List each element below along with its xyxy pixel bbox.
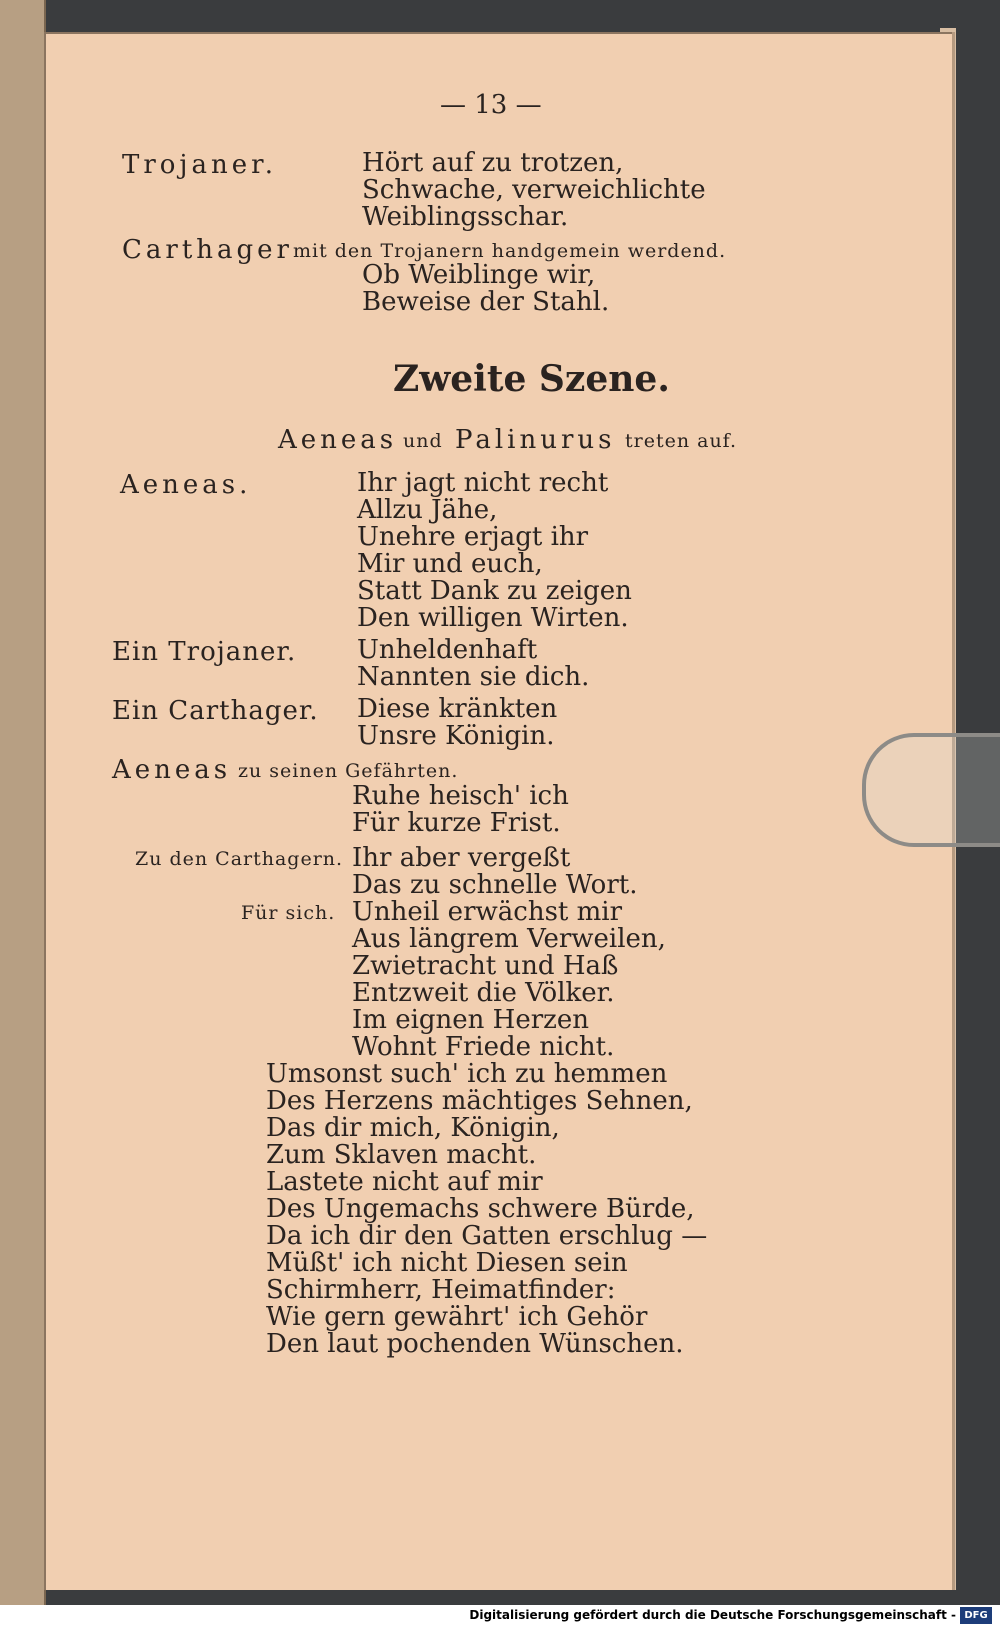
verse-line: Wie gern gewährt' ich Gehör xyxy=(266,1302,648,1332)
verse-line: Ruhe heisch' ich xyxy=(352,781,569,811)
verse-line: Unheldenhaft xyxy=(357,635,538,665)
verse-line: Ob Weiblinge wir, xyxy=(362,260,596,290)
verse-line: Unehre erjagt ihr xyxy=(357,522,589,552)
verse-line: Statt Dank zu zeigen xyxy=(357,576,632,606)
verse-line: Für kurze Frist. xyxy=(352,808,561,838)
footer-bar xyxy=(0,1605,1000,1627)
speaker-carthager: Carthager xyxy=(122,235,293,265)
stage-direction: Für sich. xyxy=(241,902,336,924)
entry-name-aeneas: Aeneas xyxy=(278,425,398,455)
verse-line: Weiblingsschar. xyxy=(362,202,569,232)
verse-line: Aus längrem Verweilen, xyxy=(352,924,666,954)
verse-line: Lastete nicht auf mir xyxy=(266,1167,543,1197)
verse-line: Das dir mich, Königin, xyxy=(266,1113,560,1143)
verse-line: Beweise der Stahl. xyxy=(362,287,610,317)
verse-line: Mir und euch, xyxy=(357,549,543,579)
speaker-ein-carthager: Ein Carthager. xyxy=(112,696,319,726)
verse-line: Den willigen Wirten. xyxy=(357,603,629,633)
verse-line: Entzweit die Völker. xyxy=(352,978,615,1008)
stage-direction: mit den Trojanern handgemein werdend. xyxy=(293,240,727,262)
page-number: — 13 — xyxy=(440,90,542,120)
verse-line: Zum Sklaven macht. xyxy=(266,1140,537,1170)
verse-line: Wohnt Friede nicht. xyxy=(352,1032,615,1062)
verse-line: Nannten sie dich. xyxy=(357,662,590,692)
verse-line: Hört auf zu trotzen, xyxy=(362,148,624,178)
speaker-aeneas: Aeneas. xyxy=(120,470,252,500)
stage-direction: und xyxy=(403,430,443,452)
verse-line: Den laut pochenden Wünschen. xyxy=(266,1329,684,1359)
verse-line: Schwache, verweichlichte xyxy=(362,175,706,205)
verse-line: Diese kränkten xyxy=(357,694,558,724)
verse-line: Das zu schnelle Wort. xyxy=(352,870,638,900)
verse-line: Ihr aber vergeßt xyxy=(352,843,571,873)
stage-direction: Zu den Carthagern. xyxy=(135,848,344,870)
verse-line: Im eignen Herzen xyxy=(352,1005,589,1035)
verse-line: Müßt' ich nicht Diesen sein xyxy=(266,1248,628,1278)
funding-credit: Digitalisierung gefördert durch die Deutsche Forschungsgemeinschaft - xyxy=(469,1608,956,1622)
verse-line: Unheil erwächst mir xyxy=(352,897,623,927)
verse-line: Unsre Königin. xyxy=(357,721,555,751)
verse-line: Zwietracht und Haß xyxy=(352,951,619,981)
speaker-ein-trojaner: Ein Trojaner. xyxy=(112,637,297,667)
paper-clip xyxy=(862,733,1000,847)
book-spine xyxy=(0,0,46,1627)
verse-line: Ihr jagt nicht recht xyxy=(357,468,609,498)
stage-direction: treten auf. xyxy=(625,430,738,452)
verse-line: Des Ungemachs schwere Bürde, xyxy=(266,1194,695,1224)
verse-line: Schirmherr, Heimatfinder: xyxy=(266,1275,616,1305)
speaker-trojaner: Trojaner. xyxy=(122,150,277,180)
entry-name-palinurus: Palinurus xyxy=(455,425,616,455)
verse-line: Allzu Jähe, xyxy=(357,495,498,525)
dfg-logo: DFG xyxy=(960,1607,992,1624)
verse-line: Da ich dir den Gatten erschlug — xyxy=(266,1221,708,1251)
speaker-aeneas: Aeneas xyxy=(112,755,232,785)
verse-line: Des Herzens mächtiges Sehnen, xyxy=(266,1086,693,1116)
scene-heading: Zweite Szene. xyxy=(393,358,670,400)
verse-line: Umsonst such' ich zu hemmen xyxy=(266,1059,668,1089)
stage-direction: zu seinen Gefährten. xyxy=(238,760,459,782)
